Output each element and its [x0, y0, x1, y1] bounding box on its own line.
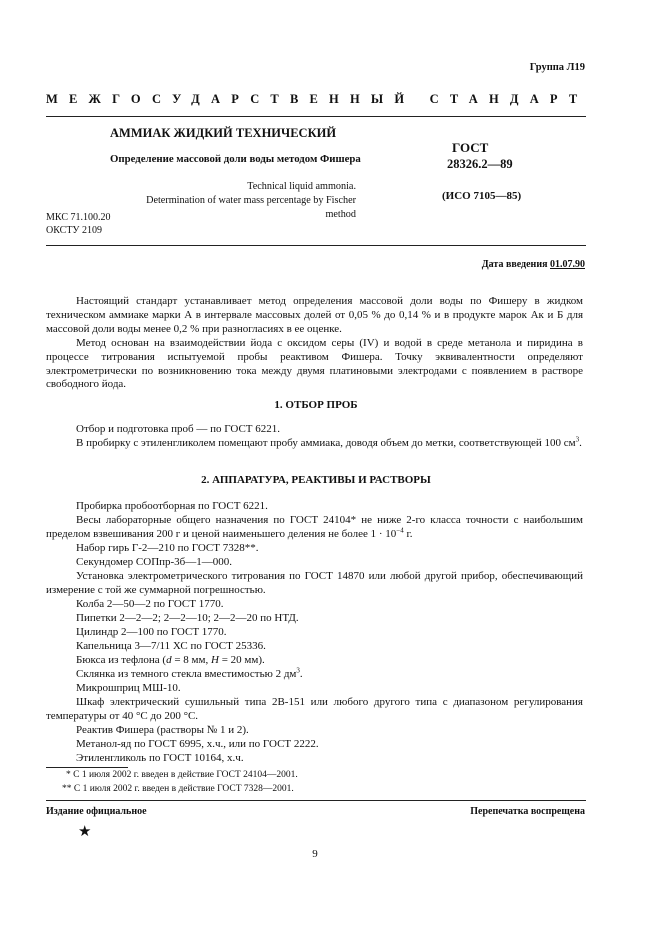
section-1-paragraph-2 [46, 437, 583, 451]
section-2-heading: 2. АППАРАТУРА, РЕАКТИВЫ И РАСТВОРЫ [201, 474, 431, 486]
item-scales [46, 514, 583, 542]
item-scales-text: Весы лабораторные общего назначения по ГОСТ 24104* не ниже 2-го класса точности с наибольшим пределом взвешивания 200 г и ценой наименьшего деления не более 1 · 10 [46, 514, 583, 540]
superscript: −4 [396, 526, 404, 535]
gost-label: ГОСТ [452, 140, 489, 155]
footnote-1: * С 1 июля 2002 г. введен в действие ГОСТ 24104—2001. [66, 770, 298, 780]
symbol-d: d [166, 654, 172, 666]
item-pipettes: Пипетки 2—2—2; 2—2—10; 2—2—20 по НТД. [76, 612, 299, 624]
text: Склянка из темного стекла вместимостью 2 дм [76, 668, 297, 680]
title-block-rule [46, 245, 586, 246]
english-title [140, 180, 356, 222]
item-microsyringe: Микрошприц МШ-10. [76, 682, 181, 694]
item-scales-unit: г. [403, 527, 413, 540]
item-ethylene-glycol: Этиленгликоль по ГОСТ 10164, х.ч. [76, 752, 244, 764]
header-rule [46, 116, 586, 117]
english-title-line1: Technical liquid ammonia. [247, 181, 356, 192]
period: . [299, 668, 303, 680]
item-teflon-weighing-bottle [46, 654, 583, 668]
footnote-2: ** С 1 июля 2002 г. введен в действие ГОСТ 7328—2001. [62, 784, 294, 794]
document-title: АММИАК ЖИДКИЙ ТЕХНИЧЕСКИЙ [110, 126, 337, 140]
star-icon: ★ [78, 824, 92, 840]
intro-paragraph-1: Настоящий стандарт устанавливает метод определения массовой доли воды по Фишеру в жидком техническом аммиаке марки А в интервале массовых долей от 0,05 % до 0,14 % и в продукте марок Ак и Б для массовой доли воды менее 0,2 % при разногласиях в ее оценке. [46, 295, 583, 335]
iso-reference: (ИСО 7105—85) [442, 190, 522, 202]
introduction-date [482, 259, 585, 270]
item-flask: Колба 2—50—2 по ГОСТ 1770. [76, 598, 224, 610]
gost-number: 28326.2—89 [447, 157, 513, 171]
period: . [579, 437, 582, 449]
text: = 8 мм, [171, 654, 211, 666]
item-dropper: Капельница 3—7/11 ХС по ГОСТ 25336. [76, 640, 266, 652]
page-number: 9 [312, 848, 318, 860]
okstu-code: ОКСТУ 2109 [46, 224, 103, 236]
superscript: 3 [575, 435, 580, 444]
group-code: Группа Л19 [529, 62, 585, 73]
classification-codes [46, 212, 110, 237]
item-titration-unit: Установка электрометрического титрования по ГОСТ 14870 или любой другой прибор, обеспечивающий измерение с той же суммарной погрешностью. [46, 570, 583, 596]
official-edition-label: Издание официальное [46, 806, 147, 817]
section-1-heading: 1. ОТБОР ПРОБ [274, 399, 358, 411]
item-methanol: Метанол-яд по ГОСТ 6995, х.ч., или по ГОСТ 2222. [76, 738, 319, 750]
english-title-line2: Determination of water mass percentage by Fischer method [146, 195, 356, 220]
item-stopwatch: Секундомер СОПпр-3б—1—000. [76, 556, 233, 568]
interstate-standard-banner: МЕЖГОСУДАРСТВЕННЫЙ СТАНДАРТ [46, 92, 589, 106]
date-label: Дата введения [481, 259, 548, 270]
section-1-paragraph-2-text: В пробирку с этиленгликолем помещают пробу аммиака, доводя объем до метки, соответствующей 100 см [76, 437, 576, 449]
item-drying-oven: Шкаф электрический сушильный типа 2В-151 или любого другого типа с диапазоном регулирования температуры от 40 °С до 200 °С. [46, 696, 583, 722]
document-subtitle: Определение массовой доли воды методом Фишера [110, 153, 361, 165]
mks-code: МКС 71.100.20 [46, 212, 111, 223]
text: = 20 мм). [218, 654, 265, 666]
symbol-h: H [210, 654, 219, 666]
footnote-rule [46, 767, 128, 768]
item-sampling-tube: Пробирка пробоотборная по ГОСТ 6221. [76, 500, 268, 512]
section-1-paragraph-1: Отбор и подготовка проб — по ГОСТ 6221. [76, 423, 280, 435]
item-weights: Набор гирь Г-2—210 по ГОСТ 7328**. [76, 542, 259, 554]
superscript: 3 [296, 666, 300, 675]
item-fischer-reagent: Реактив Фишера (растворы № 1 и 2). [76, 724, 249, 736]
footer-rule [46, 800, 586, 801]
intro-paragraph-2: Метод основан на взаимодействии йода с оксидом серы (IV) и водой в среде метанола и пиридина в процессе титрования испытуемой пробы реактивом Фишера. Точку эквивалентности определяют электрометрически по возникновению тока между двумя платиновыми электродами с появлением в растворе свободного йода. [46, 337, 583, 391]
item-cylinder: Цилиндр 2—100 по ГОСТ 1770. [76, 626, 227, 638]
reprint-prohibited-label: Перепечатка воспрещена [470, 806, 585, 817]
text: Бюкса из тефлона ( [76, 654, 167, 666]
item-dark-glass-bottle [46, 668, 583, 682]
date-value: 01.07.90 [550, 259, 585, 270]
